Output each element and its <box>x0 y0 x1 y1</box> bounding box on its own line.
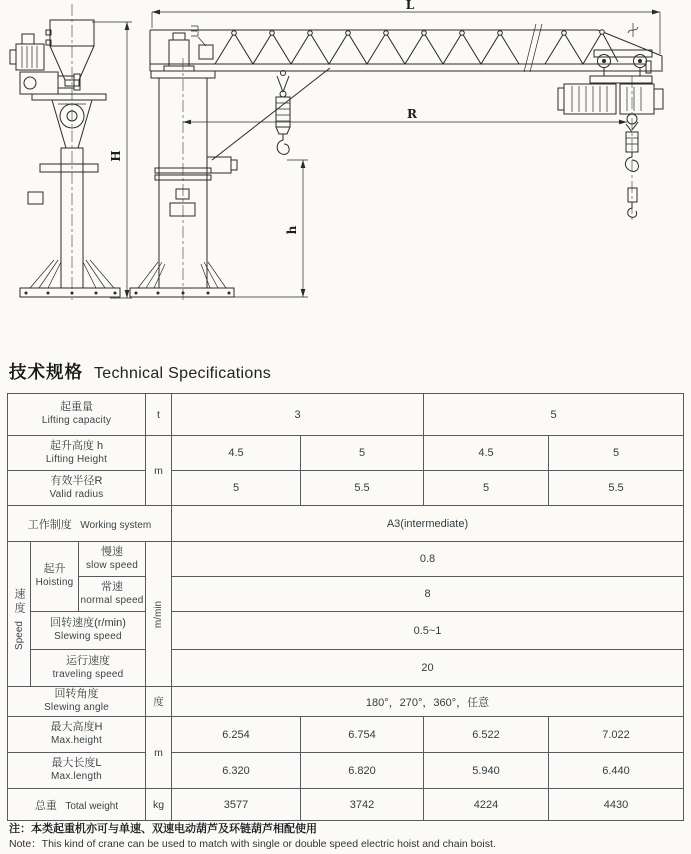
speed-group-en: Speed <box>13 620 25 650</box>
chain-hoist-mid <box>276 71 290 155</box>
hook-block-lower <box>628 188 637 217</box>
label-max-height: 最大高度H Max.height <box>8 717 146 753</box>
label-traveling-speed: 运行速度 traveling speed <box>31 650 146 687</box>
value-cell: 4.5 <box>424 436 549 471</box>
value-cell: 5.940 <box>424 753 549 789</box>
footnote-en: Note：This kind of crane can be used to match with single or double speed electric hoist and chain boist. <box>9 838 496 851</box>
centerline-mark <box>628 23 638 37</box>
label-slewing-speed: 回转速度(r/min) Slewing speed <box>31 612 146 650</box>
front-base <box>20 260 120 297</box>
row-traveling-speed <box>8 650 684 687</box>
unit-total-weight: kg <box>146 789 172 821</box>
dimension-L <box>152 0 660 54</box>
unit-lifting-capacity: t <box>146 394 172 436</box>
row-max-length <box>8 753 684 789</box>
row-lifting-capacity <box>8 394 684 436</box>
label-lifting-height: 起升高度 h Lifting Height <box>8 436 146 471</box>
label-lifting-capacity: 起重量 Lifting capacity <box>8 394 146 436</box>
label-working-system: 工作制度 Working system <box>8 506 172 542</box>
value-traveling-speed: 20 <box>172 650 684 687</box>
label-slow-speed: 慢速 slow speed <box>79 542 146 577</box>
label-hoisting: 起升 Hoisting <box>31 542 79 612</box>
label-speed-group <box>8 542 31 687</box>
value-capacity-3t: 3 <box>172 394 424 436</box>
speed-group-zh: 速度 <box>13 587 25 616</box>
label-max-length: 最大长度L Max.length <box>8 753 146 789</box>
value-cell: 6.820 <box>301 753 424 789</box>
value-working-system: A3(intermediate) <box>172 506 684 542</box>
value-cell: 4.5 <box>172 436 301 471</box>
dim-label-H: H <box>109 150 123 162</box>
value-cell: 5 <box>301 436 424 471</box>
value-cell: 6.754 <box>301 717 424 753</box>
row-valid-radius <box>8 471 684 506</box>
dim-label-R: R <box>407 107 417 121</box>
section-title-en: Technical Specifications <box>94 365 272 382</box>
label-slewing-angle: 回转角度 Slewing angle <box>8 687 146 717</box>
section-title-zh: 技术规格 <box>9 362 83 382</box>
row-slewing-angle <box>8 687 684 717</box>
value-cell: 5 <box>549 436 684 471</box>
value-cell: 5 <box>424 471 549 506</box>
value-normal-speed: 8 <box>172 577 684 612</box>
value-cell: 7.022 <box>549 717 684 753</box>
dim-label-L: L <box>405 0 415 12</box>
row-lifting-height <box>8 436 684 471</box>
crane-technical-drawing <box>0 0 691 356</box>
value-cell: 5.5 <box>301 471 424 506</box>
unit-slewing-angle: 度 <box>146 687 172 717</box>
row-total-weight <box>8 789 684 821</box>
row-max-height <box>8 717 684 753</box>
side-view <box>130 68 330 297</box>
value-cell: 4224 <box>424 789 549 821</box>
value-cell: 5.5 <box>549 471 684 506</box>
footnote-zh: 注：本类起重机亦可与单速、双速电动葫芦及环链葫芦相配使用 <box>9 823 317 835</box>
value-capacity-5t: 5 <box>424 394 684 436</box>
break-marks <box>524 24 542 72</box>
unit-m-max: m <box>146 717 172 789</box>
value-cell: 4430 <box>549 789 684 821</box>
dim-label-h: h <box>285 225 299 235</box>
dimension-H <box>92 22 132 298</box>
centerlines <box>72 4 632 300</box>
unit-speed: m/min <box>146 542 172 687</box>
front-view <box>10 20 120 297</box>
side-base <box>130 262 234 297</box>
jib-truss <box>150 24 663 73</box>
specifications-table <box>7 393 684 821</box>
value-cell: 6.440 <box>549 753 684 789</box>
value-slewing-angle: 180°，270°，360°，任意 <box>172 687 684 717</box>
value-cell: 6.254 <box>172 717 301 753</box>
row-working-system <box>8 506 684 542</box>
label-normal-speed: 常速 normal speed <box>79 577 146 612</box>
row-normal-speed <box>8 577 684 612</box>
value-cell: 3742 <box>301 789 424 821</box>
label-valid-radius: 有效半径R Valid radius <box>8 471 146 506</box>
value-slewing-speed: 0.5~1 <box>172 612 684 650</box>
section-title <box>9 359 271 384</box>
value-cell: 6.522 <box>424 717 549 753</box>
value-cell: 3577 <box>172 789 301 821</box>
value-cell: 5 <box>172 471 301 506</box>
footnotes <box>9 822 496 852</box>
row-slewing-speed <box>8 612 684 650</box>
value-slow-speed: 0.8 <box>172 542 684 577</box>
dimension-h <box>234 160 308 297</box>
slew-drive-motor <box>10 34 80 94</box>
unit-m-height-radius: m <box>146 436 172 506</box>
value-cell: 6.320 <box>172 753 301 789</box>
label-total-weight: 总重 Total weight <box>8 789 146 821</box>
electric-hoist-trolley <box>558 50 663 217</box>
row-slow-speed <box>8 542 684 577</box>
tie-brace <box>212 68 330 160</box>
